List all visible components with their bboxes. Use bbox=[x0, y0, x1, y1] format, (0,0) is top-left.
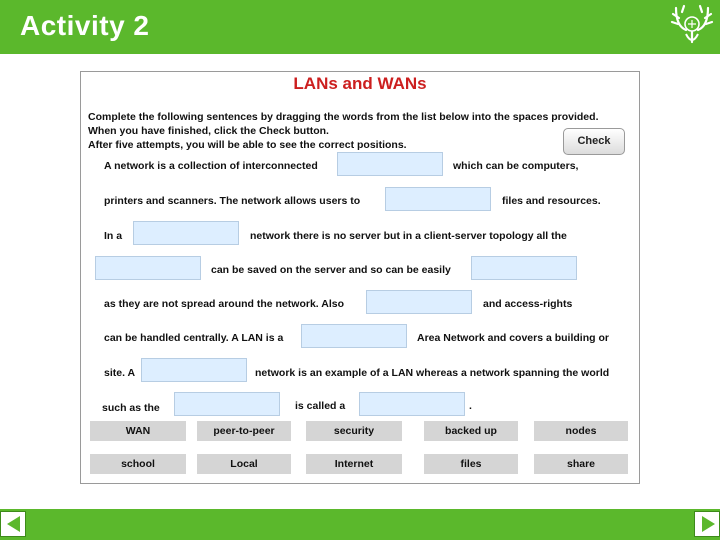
sentence-text: Area Network and covers a building or bbox=[417, 332, 609, 344]
page-title: Activity 2 bbox=[20, 10, 150, 41]
drop-slot[interactable] bbox=[174, 392, 280, 416]
sentence-text: such as the bbox=[102, 402, 160, 414]
sentence-text: printers and scanners. The network allows users to bbox=[104, 195, 361, 207]
drop-slot[interactable] bbox=[95, 256, 201, 280]
sentence-text: site. A bbox=[104, 367, 136, 379]
word-tile-peer-to-peer[interactable]: peer-to-peer bbox=[197, 421, 291, 441]
sentence-text: In a bbox=[104, 230, 123, 242]
next-button[interactable] bbox=[694, 511, 720, 537]
word-tile-nodes[interactable]: nodes bbox=[534, 421, 628, 441]
sentence-text: and access-rights bbox=[483, 298, 573, 310]
instruction-line: After five attempts, you will be able to see the correct positions. bbox=[88, 139, 407, 151]
previous-button[interactable] bbox=[0, 511, 26, 537]
sentence-text: is called a bbox=[295, 400, 346, 412]
drop-slot[interactable] bbox=[141, 358, 247, 382]
word-tile-internet[interactable]: Internet bbox=[306, 454, 402, 474]
word-tile-backed-up[interactable]: backed up bbox=[424, 421, 518, 441]
instruction-line: When you have finished, click the Check button. bbox=[88, 125, 329, 137]
header-bar bbox=[0, 0, 720, 54]
triangle-right-icon bbox=[699, 515, 717, 533]
sentence-text: can be handled centrally. A LAN is a bbox=[104, 332, 284, 344]
footer-bar bbox=[0, 509, 720, 540]
drop-slot[interactable] bbox=[471, 256, 577, 280]
word-tile-share[interactable]: share bbox=[534, 454, 628, 474]
instructions bbox=[88, 110, 598, 152]
drop-slot[interactable] bbox=[337, 152, 443, 176]
word-tile-wan[interactable]: WAN bbox=[90, 421, 186, 441]
drop-slot[interactable] bbox=[133, 221, 239, 245]
drop-slot[interactable] bbox=[301, 324, 407, 348]
antler-logo-icon bbox=[670, 2, 714, 52]
sentence-text: network there is no server but in a client-server topology all the bbox=[250, 230, 567, 242]
sentence-text: A network is a collection of interconnected bbox=[104, 160, 318, 172]
sentence-text: files and resources. bbox=[502, 195, 601, 207]
activity-title: LANs and WANs bbox=[293, 74, 427, 93]
instruction-line: Complete the following sentences by dragging the words from the list below into the spaces provided. bbox=[88, 111, 599, 123]
drop-slot[interactable] bbox=[359, 392, 465, 416]
sentence-text: as they are not spread around the network. Also bbox=[104, 298, 344, 310]
word-tile-local[interactable]: Local bbox=[197, 454, 291, 474]
sentence-text: network is an example of a LAN whereas a network spanning the world bbox=[255, 367, 610, 379]
sentence-text: . bbox=[469, 400, 472, 412]
triangle-left-icon bbox=[5, 515, 23, 533]
sentence-text: can be saved on the server and so can be easily bbox=[211, 264, 451, 276]
word-tile-files[interactable]: files bbox=[424, 454, 518, 474]
check-button[interactable]: Check bbox=[563, 128, 625, 155]
word-tile-security[interactable]: security bbox=[306, 421, 402, 441]
drop-slot[interactable] bbox=[385, 187, 491, 211]
drop-slot[interactable] bbox=[366, 290, 472, 314]
sentence-text: which can be computers, bbox=[453, 160, 579, 172]
word-tile-school[interactable]: school bbox=[90, 454, 186, 474]
